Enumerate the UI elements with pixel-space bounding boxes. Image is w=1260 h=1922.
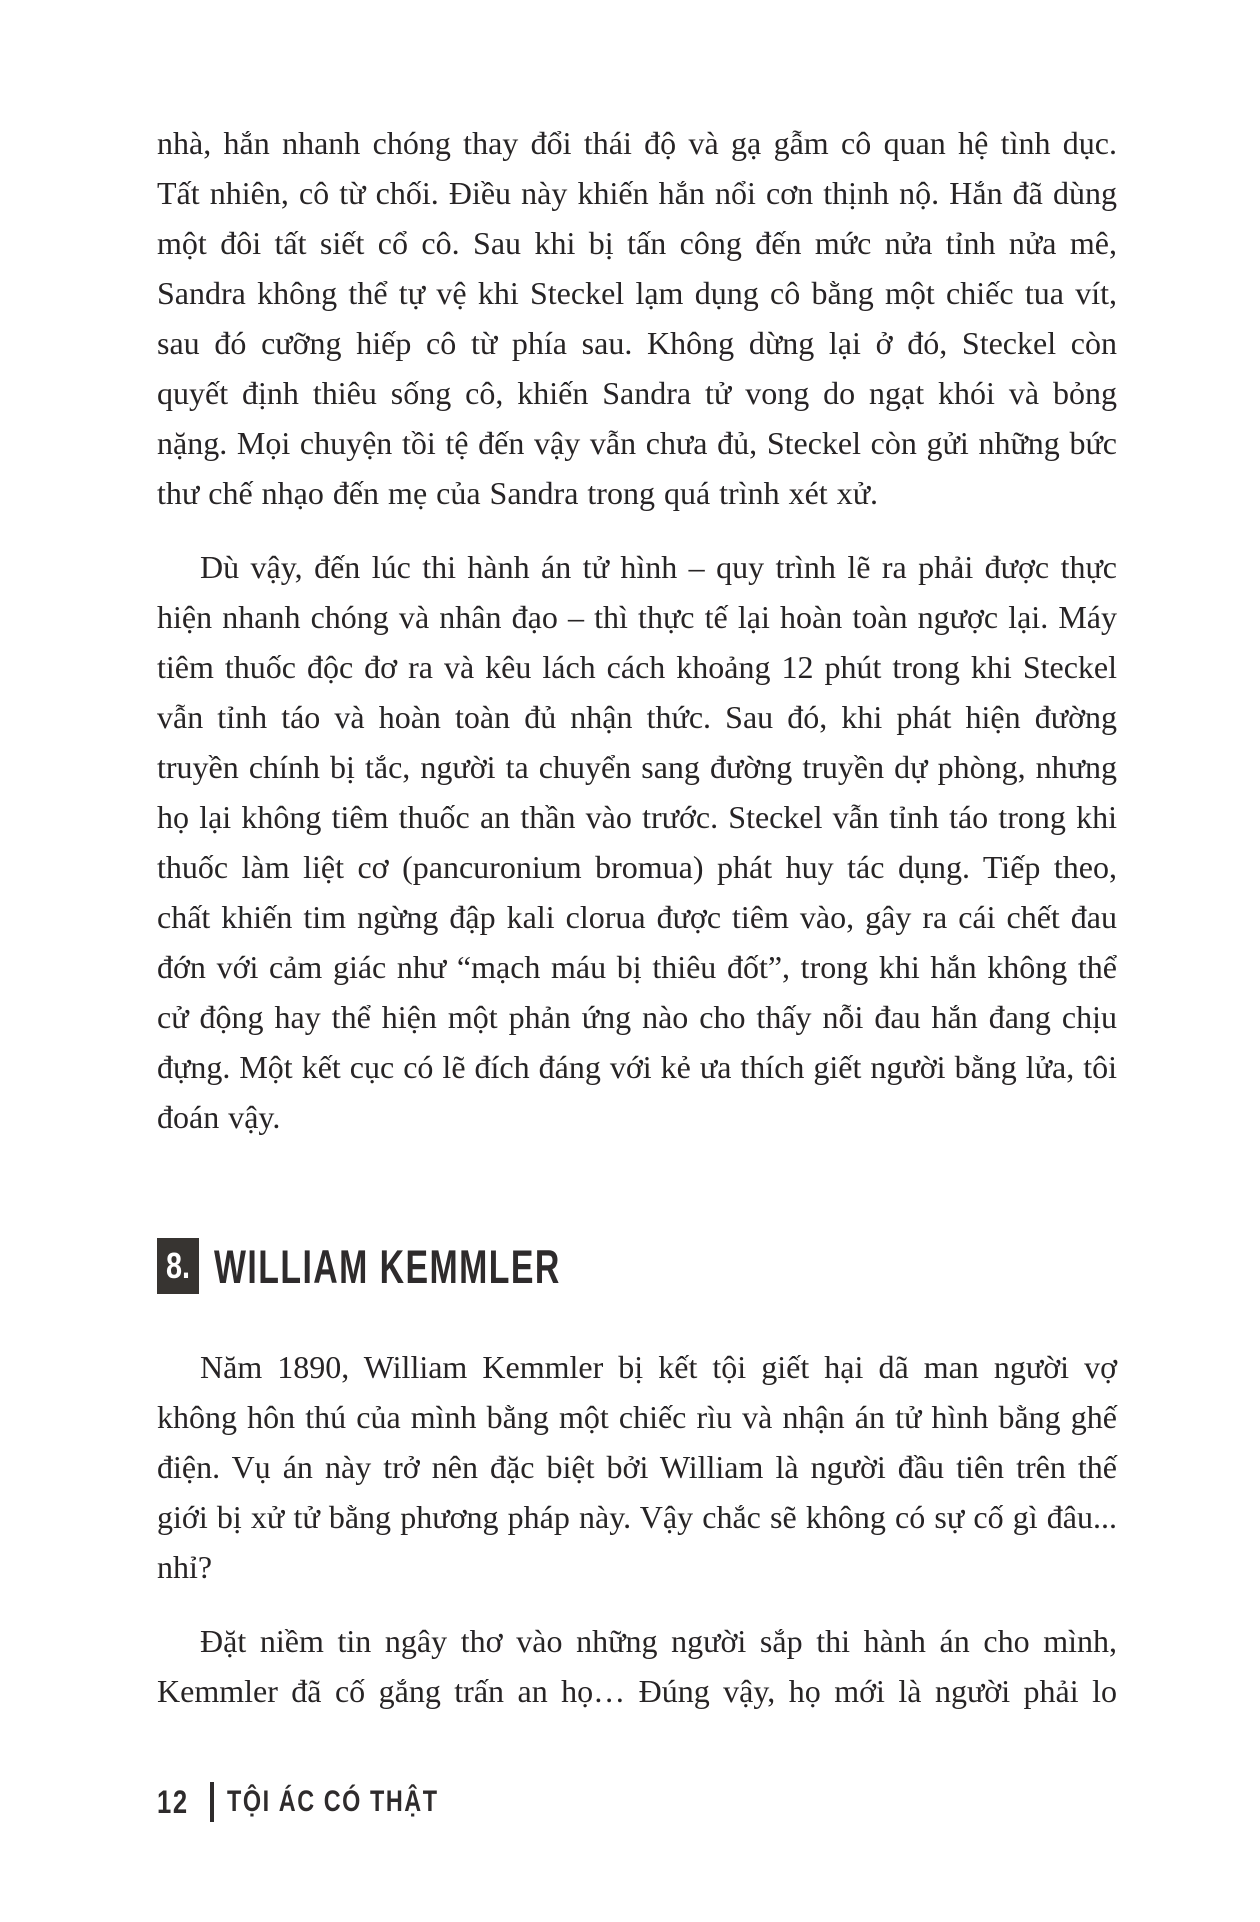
page-footer	[157, 1782, 498, 1822]
book-title: TỘI ÁC CÓ THẬT	[226, 1785, 439, 1818]
section-heading	[157, 1238, 1117, 1294]
paragraph-steckel-crime: nhà, hắn nhanh chóng thay đổi thái độ và gạ gẫm cô quan hệ tình dục. Tất nhiên, cô từ chối. Điều này khiến hắn nổi cơn thịnh nộ. Hắn đã dùng một đôi tất siết cổ cô. Sau khi bị tấn công đến mức nửa tỉnh nửa mê, Sandra không thể tự vệ khi Steckel lạm dụng cô bằng một chiếc tua vít, sau đó cưỡng hiếp cô từ phía sau. Không dừng lại ở đó, Steckel còn quyết định thiêu sống cô, khiến Sandra tử vong do ngạt khói và bỏng nặng. Mọi chuyện tồi tệ đến vậy vẫn chưa đủ, Steckel còn gửi những bức thư chế nhạo đến mẹ của Sandra trong quá trình xét xử.	[157, 125, 1117, 511]
page-number: 12	[157, 1783, 189, 1820]
footer-divider	[210, 1782, 214, 1822]
section-number-badge	[157, 1238, 199, 1294]
paragraph-kemmler-trust: Đặt niềm tin ngây thơ vào những người sắp thi hành án cho mình, Kemmler đã cố gắng trấn an họ… Đúng vậy, họ mới là người phải lo	[157, 1623, 1117, 1709]
paragraph-steckel-execution: Dù vậy, đến lúc thi hành án tử hình – quy trình lẽ ra phải được thực hiện nhanh chóng và nhân đạo – thì thực tế lại hoàn toàn ngược lại. Máy tiêm thuốc độc đơ ra và kêu lách cách khoảng 12 phút trong khi Steckel vẫn tỉnh táo và hoàn toàn đủ nhận thức. Sau đó, khi phát hiện đường truyền chính bị tắc, người ta chuyển sang đường truyền dự phòng, nhưng họ lại không tiêm thuốc an thần vào trước. Steckel vẫn tỉnh táo trong khi thuốc làm liệt cơ (pancuronium bromua) phát huy tác dụng. Tiếp theo, chất khiến tim ngừng đập kali clorua được tiêm vào, gây ra cái chết đau đớn với cảm giác như “mạch máu bị thiêu đốt”, trong khi hắn không thể cử động hay thể hiện một phản ứng nào cho thấy nỗi đau hắn đang chịu đựng. Một kết cục có lẽ đích đáng với kẻ ưa thích giết người bằng lửa, tôi đoán vậy.	[157, 549, 1117, 1135]
section-title: WILLIAM KEMMLER	[214, 1239, 561, 1293]
page-body	[157, 118, 1117, 1716]
paragraph-kemmler-intro: Năm 1890, William Kemmler bị kết tội giết hại dã man người vợ không hôn thú của mình bằng một chiếc rìu và nhận án tử hình bằng ghế điện. Vụ án này trở nên đặc biệt bởi William là người đầu tiên trên thế giới bị xử tử bằng phương pháp này. Vậy chắc sẽ không có sự cố gì đâu... nhỉ?	[157, 1349, 1117, 1585]
section-number: 8.	[165, 1245, 191, 1286]
